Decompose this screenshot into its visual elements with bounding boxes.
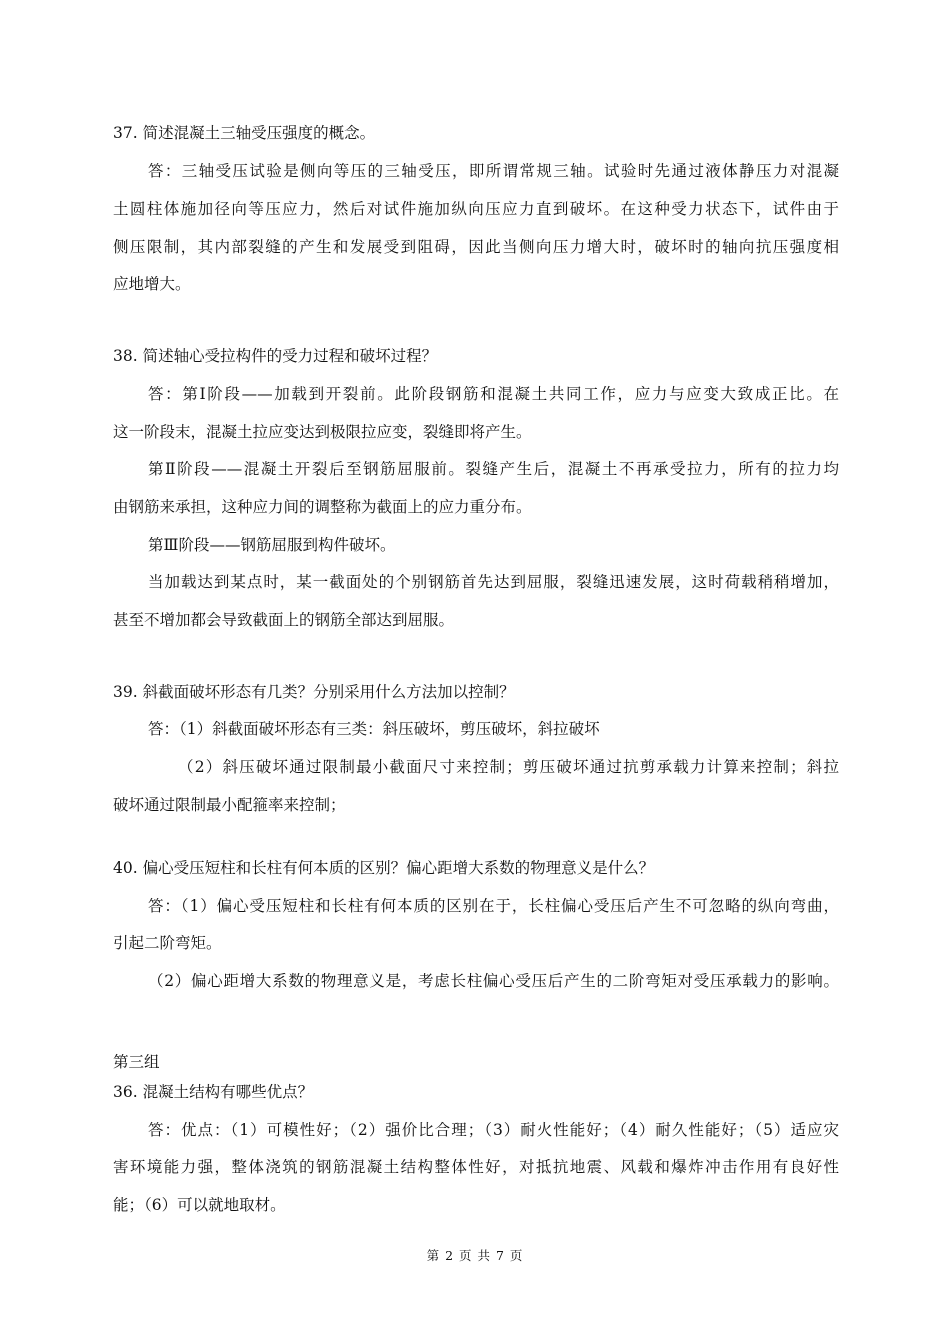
q39-line-1: 答：（1）斜截面破坏形态有三类：斜压破坏，剪压破坏，斜拉破坏 — [148, 720, 600, 738]
q36-line-2: 害环境能力强，整体浇筑的钢筋混凝土结构整体性好，对抵抗地震、风载和爆炸冲击作用有良好性 — [113, 1158, 839, 1176]
q37-line-1: 答：三轴受压试验是侧向等压的三轴受压，即所谓常规三轴。试验时先通过液体静压力对混凝 — [148, 162, 839, 180]
q39-line-3: 破坏通过限制最小配箍率来控制； — [113, 796, 346, 814]
q38-line-4: 由钢筋来承担，这种应力间的调整称为截面上的应力重分布。 — [113, 498, 532, 516]
q37-line-2: 土圆柱体施加径向等压应力，然后对试件施加纵向压应力直到破坏。在这种受力状态下，试件由于 — [113, 200, 839, 218]
page-number-footer: 第 2 页 共 7 页 — [426, 1248, 524, 1263]
q37-line-4: 应地增大。 — [113, 275, 191, 293]
q38-line-5: 第Ⅲ阶段——钢筋屈服到构件破坏。 — [148, 536, 396, 554]
q38-line-6: 当加载达到某点时，某一截面处的个别钢筋首先达到屈服，裂缝迅速发展，这时荷载稍稍增加， — [148, 573, 839, 591]
q38-line-1: 答：第Ⅰ阶段——加载到开裂前。此阶段钢筋和混凝土共同工作，应力与应变大致成正比。在 — [148, 385, 839, 403]
q36-line-1: 答：优点：（1）可模性好；（2）强价比合理；（3）耐火性能好；（4）耐久性能好；（5）适应灾 — [148, 1121, 839, 1139]
q37-line-3: 侧压限制，其内部裂缝的产生和发展受到阻碍，因此当侧向压力增大时，破坏时的轴向抗压强度相 — [113, 238, 839, 256]
q40-line-3: （2）偏心距增大系数的物理意义是，考虑长柱偏心受压后产生的二阶弯矩对受压承载力的影响。 — [148, 972, 839, 990]
q36-title: 36. 混凝土结构有哪些优点？ — [113, 1083, 314, 1101]
q37-title: 37. 简述混凝土三轴受压强度的概念。 — [113, 124, 376, 142]
group3-heading: 第三组 — [113, 1053, 160, 1071]
q40-title: 40. 偏心受压短柱和长柱有何本质的区别？偏心距增大系数的物理意义是什么？ — [113, 859, 655, 877]
q40-line-1: 答：（1）偏心受压短柱和长柱有何本质的区别在于，长柱偏心受压后产生不可忽略的纵向弯曲， — [148, 897, 839, 915]
q39-line-2: （2）斜压破坏通过限制最小截面尺寸来控制；剪压破坏通过抗剪承载力计算来控制；斜拉 — [178, 758, 839, 776]
q38-line-3: 第Ⅱ阶段——混凝土开裂后至钢筋屈服前。裂缝产生后，混凝土不再承受拉力，所有的拉力均 — [148, 460, 839, 478]
q40-line-2: 引起二阶弯矩。 — [113, 934, 222, 952]
q38-title: 38. 简述轴心受拉构件的受力过程和破坏过程？ — [113, 347, 438, 365]
q38-line-2: 这一阶段末，混凝土拉应变达到极限拉应变，裂缝即将产生。 — [113, 423, 532, 441]
q38-line-7: 甚至不增加都会导致截面上的钢筋全部达到屈服。 — [113, 611, 455, 629]
q39-title: 39. 斜截面破坏形态有几类？分别采用什么方法加以控制？ — [113, 683, 515, 701]
q36-line-3: 能；（6）可以就地取材。 — [113, 1196, 286, 1214]
